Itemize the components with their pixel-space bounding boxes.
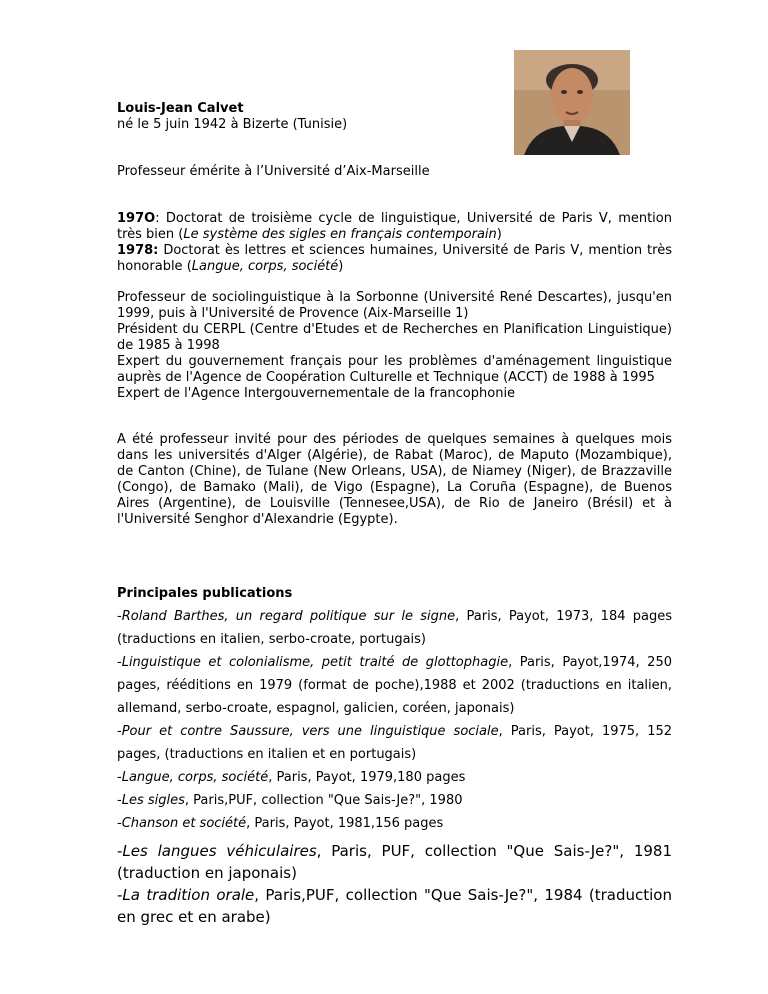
pub-details: , Paris, PUF, collection "Que Sais-Je?", 1981 (traduction en japonais) [117, 842, 672, 882]
pub-title: Linguistique et colonialisme, petit traité de glottophagie [121, 655, 509, 670]
pub-details: , Paris,PUF, collection "Que Sais-Je?", 1984 (traduction en grec et en arabe) [117, 886, 672, 926]
publication-item [117, 789, 672, 812]
publication-item [117, 884, 672, 928]
pub-dash: - [117, 724, 122, 739]
career-section [117, 290, 672, 402]
pub-title: Pour et contre Saussure, vers une linguistique sociale [121, 724, 499, 739]
author-name: Louis-Jean Calvet [117, 101, 244, 116]
degree-text-end: ) [496, 227, 502, 242]
degree-text: : Doctorat de troisième cycle de linguistique, Université de Paris V, mention très bien ( [117, 211, 672, 242]
publications-list [117, 605, 672, 928]
birth-info: né le 5 juin 1942 à Bizerte (Tunisie) [117, 117, 348, 132]
publication-item [117, 812, 672, 835]
degree-thesis-title: Le système des sigles en français contemporain [183, 227, 497, 242]
pub-title: Roland Barthes, un regard politique sur le signe [121, 609, 456, 624]
current-position: Professeur émérite à l’Université d’Aix-Marseille [117, 164, 430, 179]
pub-dash: - [117, 793, 122, 808]
publication-item [117, 840, 672, 884]
portrait-image [514, 50, 630, 155]
degree-text: Doctorat ès lettres et sciences humaines, Université de Paris V, mention très honorable ( [117, 243, 672, 274]
pub-details: , Paris,PUF, collection "Que Sais-Je?", 1980 [184, 793, 463, 808]
publications-heading: Principales publications [117, 586, 293, 601]
visiting-text: A été professeur invité pour des périodes de quelques semaines à quelques mois dans les universités d'Alger (Algérie), de Rabat (Maroc), de Maputo (Mozambique), de Canton (Chine), de Tulane (New Orleans, USA), de Niamey (Niger), de Brazzaville (Congo), de Bamako (Mali), de Vigo (Espagne), La Coruña (Espagne), de Buenos Aires (Argentine), de Louisville (Tennesee,USA), de Rio de Janeiro (Brésil) et à l'Université Senghor d'Alexandrie (Egypte). [117, 432, 672, 527]
publication-item [117, 605, 672, 651]
pub-dash: - [117, 816, 122, 831]
pub-details: , Paris, Payot, 1981,156 pages [246, 816, 444, 831]
author-photo [514, 50, 630, 155]
pub-dash: - [117, 609, 122, 624]
career-item: Expert du gouvernement français pour les problèmes d'aménagement linguistique auprès de l'Agence de Coopération Culturelle et Technique (ACCT) de 1988 à 1995 [117, 354, 672, 385]
pub-title: Les langues véhiculaires [122, 842, 317, 860]
visiting-professorships [117, 432, 672, 528]
pub-dash: - [117, 842, 123, 860]
pub-title: Langue, corps, société [121, 770, 269, 785]
pub-dash: - [117, 770, 122, 785]
pub-details: , Paris, Payot, 1973, 184 pages (traductions en italien, serbo-croate, portugais) [117, 609, 672, 647]
degree-year: 1978: [117, 243, 159, 258]
degree-text-end: ) [338, 259, 344, 274]
career-item: Expert de l'Agence Intergouvernementale de la francophonie [117, 386, 516, 401]
pub-title: Chanson et société [121, 816, 247, 831]
degree-item [117, 211, 672, 243]
pub-dash: - [117, 655, 122, 670]
degree-item [117, 243, 672, 275]
pub-details: , Paris, Payot, 1975, 152 pages, (traductions en italien et en portugais) [117, 724, 673, 762]
publication-item [117, 766, 672, 789]
career-item: Président du CERPL (Centre d'Etudes et de Recherches en Planification Linguistique) de 1985 à 1998 [117, 322, 672, 353]
degrees-section [117, 211, 672, 275]
pub-details: , Paris, Payot, 1979,180 pages [268, 770, 466, 785]
pub-dash: - [117, 886, 123, 904]
publication-item [117, 651, 672, 720]
pub-title: La tradition orale [122, 886, 255, 904]
pub-title: Les sigles [121, 793, 185, 808]
degree-thesis-title: Langue, corps, société [191, 259, 339, 274]
pub-details: , Paris, Payot,1974, 250 pages, rééditions en 1979 (format de poche),1988 et 2002 (traductions en italien, allemand, serbo-croate, espagnol, galicien, coréen, japonais) [117, 655, 672, 716]
degree-year: 197O [117, 211, 156, 226]
career-item: Professeur de sociolinguistique à la Sorbonne (Université René Descartes), jusqu'en 1999, puis à l'Université de Provence (Aix-Marseille 1) [117, 290, 672, 321]
publication-item [117, 720, 672, 766]
